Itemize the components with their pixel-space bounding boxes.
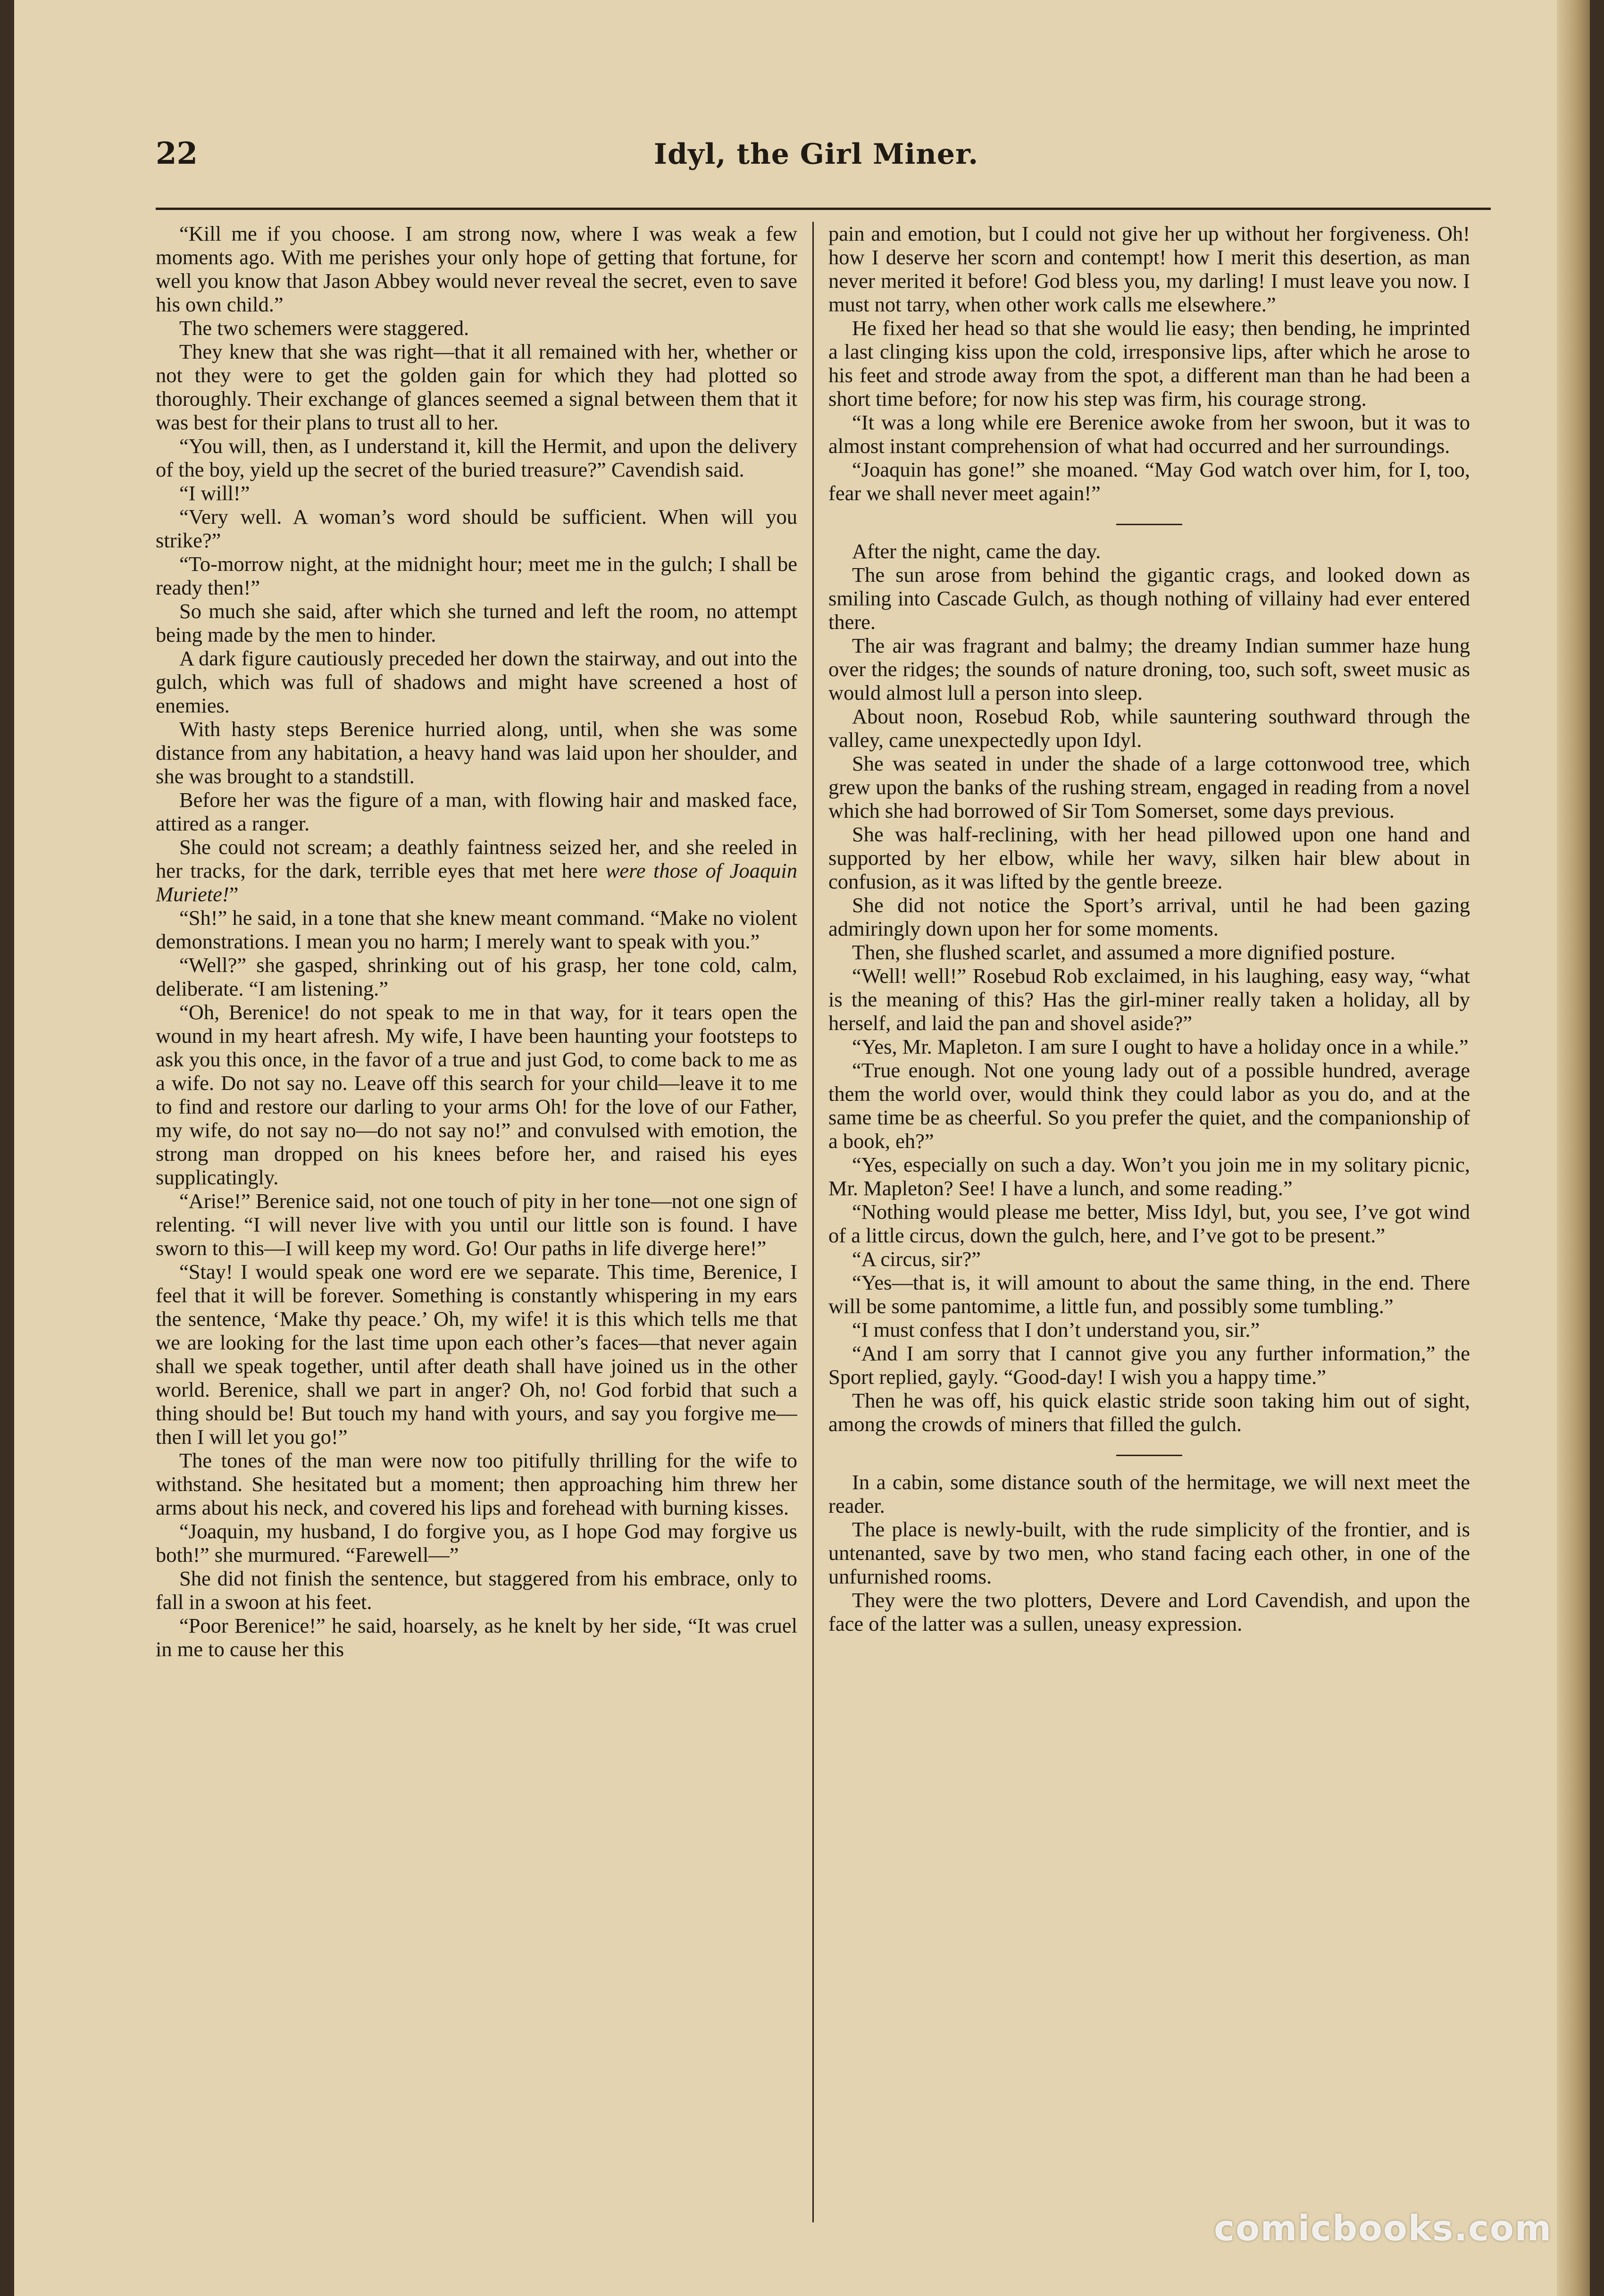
paragraph: “Stay! I would speak one word ere we separate. This time, Berenice, I feel that it will be forever. Something is constantly whispering in my ears the sentence, ‘Make thy peace.’ Oh, my wife! it is this which tells me that we are looking for the last time upon each other’s faces—that never again shall we speak together, until after death shall have joined us in the other world. Berenice, shall we part in anger? Oh, no! God forbid that such a thing should be! But touch my hand with yours, and say you forgive me—then I will let you go!” bbox=[156, 1260, 797, 1449]
paragraph: About noon, Rosebud Rob, while sauntering southward through the valley, came unexpectedly upon Idyl. bbox=[828, 704, 1470, 752]
paragraph: “Yes—that is, it will amount to about the same thing, in the end. There will be some pantomime, a little fun, and possibly some tumbling.” bbox=[828, 1271, 1470, 1318]
page-number: 22 bbox=[156, 136, 198, 171]
paragraph: “Yes, especially on such a day. Won’t you join me in my solitary picnic, Mr. Mapleton? See! I have a lunch, and some reading.” bbox=[828, 1153, 1470, 1200]
right-column bbox=[828, 222, 1470, 2251]
paragraph: She was half-reclining, with her head pillowed upon one hand and supported by her elbow, while her wavy, silken hair blew about in confusion, as it was lifted by the gentle breeze. bbox=[828, 822, 1470, 893]
paragraph: Before her was the figure of a man, with flowing hair and masked face, attired as a ranger. bbox=[156, 788, 797, 835]
page-header bbox=[156, 127, 1477, 203]
paragraph: “Joaquin, my husband, I do forgive you, as I hope God may forgive us both!” she murmured. “Farewell—” bbox=[156, 1519, 797, 1567]
running-title: Idyl, the Girl Miner. bbox=[653, 138, 979, 171]
paragraph: She was seated in under the shade of a large cottonwood tree, which grew upon the banks of the rushing stream, engaged in reading from a novel which she had borrowed of Sir Tom Somerset, some days previous. bbox=[828, 752, 1470, 822]
paragraph: The sun arose from behind the gigantic crags, and looked down as smiling into Cascade Gulch, as though nothing of villainy had ever entered there. bbox=[828, 563, 1470, 634]
paragraph: “Sh!” he said, in a tone that she knew meant command. “Make no violent demonstrations. I mean you no harm; I merely want to speak with you.” bbox=[156, 906, 797, 953]
paragraph: She did not finish the sentence, but staggered from his embrace, only to fall in a swoon at his feet. bbox=[156, 1567, 797, 1614]
book-page bbox=[14, 0, 1590, 2296]
column-divider bbox=[812, 222, 814, 2222]
paragraph: Then, she flushed scarlet, and assumed a more dignified posture. bbox=[852, 940, 1395, 964]
paragraph: “Kill me if you choose. I am strong now, where I was weak a few moments ago. With me perishes your only hope of getting that fortune, for well you know that Jason Abbey would never reveal the secret, even to save his own child.” bbox=[156, 222, 797, 316]
paragraph: “To-morrow night, at the midnight hour; meet me in the gulch; I shall be ready then!” bbox=[156, 552, 797, 599]
section-separator bbox=[1116, 524, 1182, 525]
paragraph: pain and emotion, but I could not give her up without her forgiveness. Oh! how I deserve her scorn and contempt! how I merit this desertion, as man never merited it before! God bless you, my darling! I must leave you now. I must not tarry, when other work calls me elsewhere.” bbox=[828, 222, 1470, 316]
paragraph: She did not notice the Sport’s arrival, until he had been gazing admiringly down upon her for some moments. bbox=[828, 893, 1470, 940]
paragraph: “Well?” she gasped, shrinking out of his grasp, her tone cold, calm, deliberate. “I am listening.” bbox=[156, 953, 797, 1000]
paragraph: The two schemers were staggered. bbox=[179, 316, 469, 340]
paragraph: “You will, then, as I understand it, kill the Hermit, and upon the delivery of the boy, yield up the secret of the buried treasure?” Cavendish said. bbox=[156, 434, 797, 481]
section-separator bbox=[1116, 1455, 1182, 1456]
paragraph: “Oh, Berenice! do not speak to me in that way, for it tears open the wound in my heart afresh. My wife, I have been haunting your footsteps to ask you this once, in the favor of a true and just God, to come back to me as a wife. Do not say no. Leave off this search for your child—leave it to me to find and restore our darling to your arms Oh! for the love of our Father, my wife, do not say no—do not say no!” and convulsed with emotion, the strong man dropped on his knees before her, and raised his eyes supplicatingly. bbox=[156, 1000, 797, 1189]
watermark: comicbooks.com bbox=[1214, 2208, 1552, 2249]
paragraph: “I will!” bbox=[179, 481, 250, 505]
page-spine-edge bbox=[1557, 0, 1590, 2296]
paragraph: “Arise!” Berenice said, not one touch of pity in her tone—not one sign of relenting. “I will never live with you until our little son is found. I have sworn to this—I will keep my word. Go! Our paths in life diverge here!” bbox=[156, 1189, 797, 1260]
paragraph: “A circus, sir?” bbox=[852, 1247, 981, 1271]
paragraph: He fixed her head so that she would lie easy; then bending, he imprinted a last clinging kiss upon the cold, irresponsive lips, after which he arose to his feet and strode away from the spot, a different man than he had been a short time before; for now his step was firm, his courage strong. bbox=[828, 316, 1470, 411]
paragraph: She could not scream; a deathly faintness seized her, and she reeled in her tracks, for the dark, terrible eyes that met here were those of Joaquin Muriete!” bbox=[156, 835, 797, 906]
paragraph: In a cabin, some distance south of the hermitage, we will next meet the reader. bbox=[828, 1470, 1470, 1517]
paragraph: “Yes, Mr. Mapleton. I am sure I ought to have a holiday once in a while.” bbox=[852, 1035, 1469, 1058]
left-column bbox=[156, 222, 797, 2251]
header-rule bbox=[156, 208, 1491, 210]
paragraph: They were the two plotters, Devere and Lord Cavendish, and upon the face of the latter was a sullen, uneasy expression. bbox=[828, 1588, 1470, 1635]
paragraph: “Well! well!” Rosebud Rob exclaimed, in his laughing, easy way, “what is the meaning of this? Has the girl-miner really taken a holiday, all by herself, and laid the pan and shovel aside?” bbox=[828, 964, 1470, 1035]
paragraph: So much she said, after which she turned and left the room, no attempt being made by the men to hinder. bbox=[156, 599, 797, 646]
paragraph: Then he was off, his quick elastic stride soon taking him out of sight, among the crowds of miners that filled the gulch. bbox=[828, 1389, 1470, 1436]
paragraph: With hasty steps Berenice hurried along, until, when she was some distance from any habitation, a heavy hand was laid upon her shoulder, and she was brought to a standstill. bbox=[156, 717, 797, 788]
paragraph: The tones of the man were now too pitifully thrilling for the wife to withstand. She hesitated but a moment; then approaching him threw her arms about his neck, and covered his lips and forehead with burning kisses. bbox=[156, 1449, 797, 1519]
paragraph: “I must confess that I don’t understand you, sir.” bbox=[852, 1318, 1260, 1341]
paragraph: They knew that she was right—that it all remained with her, whether or not they were to get the golden gain for which they had plotted so thoroughly. Their exchange of glances seemed a signal between them that it was best for their plans to trust all to her. bbox=[156, 340, 797, 434]
paragraph: “True enough. Not one young lady out of a possible hundred, average them the world over, would think they could labor as you do, and at the same time be as cheerful. So you prefer the quiet, and the companionship of a book, eh?” bbox=[828, 1058, 1470, 1153]
paragraph: “And I am sorry that I cannot give you any further information,” the Sport replied, gayly. “Good-day! I wish you a happy time.” bbox=[828, 1341, 1470, 1389]
paragraph: “Poor Berenice!” he said, hoarsely, as he knelt by her side, “It was cruel in me to cause her this bbox=[156, 1614, 797, 1661]
paragraph: A dark figure cautiously preceded her down the stairway, and out into the gulch, which was full of shadows and might have screened a host of enemies. bbox=[156, 646, 797, 717]
paragraph: “Joaquin has gone!” she moaned. “May God watch over him, for I, too, fear we shall never meet again!” bbox=[828, 458, 1470, 505]
paragraph: “Very well. A woman’s word should be sufficient. When will you strike?” bbox=[156, 505, 797, 552]
italic-text: were those of Joaquin Muriete! bbox=[156, 859, 797, 906]
paragraph: The place is newly-built, with the rude simplicity of the frontier, and is untenanted, save by two men, who stand facing each other, in one of the unfurnished rooms. bbox=[828, 1517, 1470, 1588]
paragraph: “Nothing would please me better, Miss Idyl, but, you see, I’ve got wind of a little circus, down the gulch, here, and I’ve got to be present.” bbox=[828, 1200, 1470, 1247]
paragraph: The air was fragrant and balmy; the dreamy Indian summer haze hung over the ridges; the sounds of nature droning, too, such soft, sweet music as would almost lull a person into sleep. bbox=[828, 634, 1470, 704]
paragraph: “It was a long while ere Berenice awoke from her swoon, but it was to almost instant comprehension of what had occurred and her surroundings. bbox=[828, 411, 1470, 458]
paragraph: After the night, came the day. bbox=[852, 539, 1101, 563]
